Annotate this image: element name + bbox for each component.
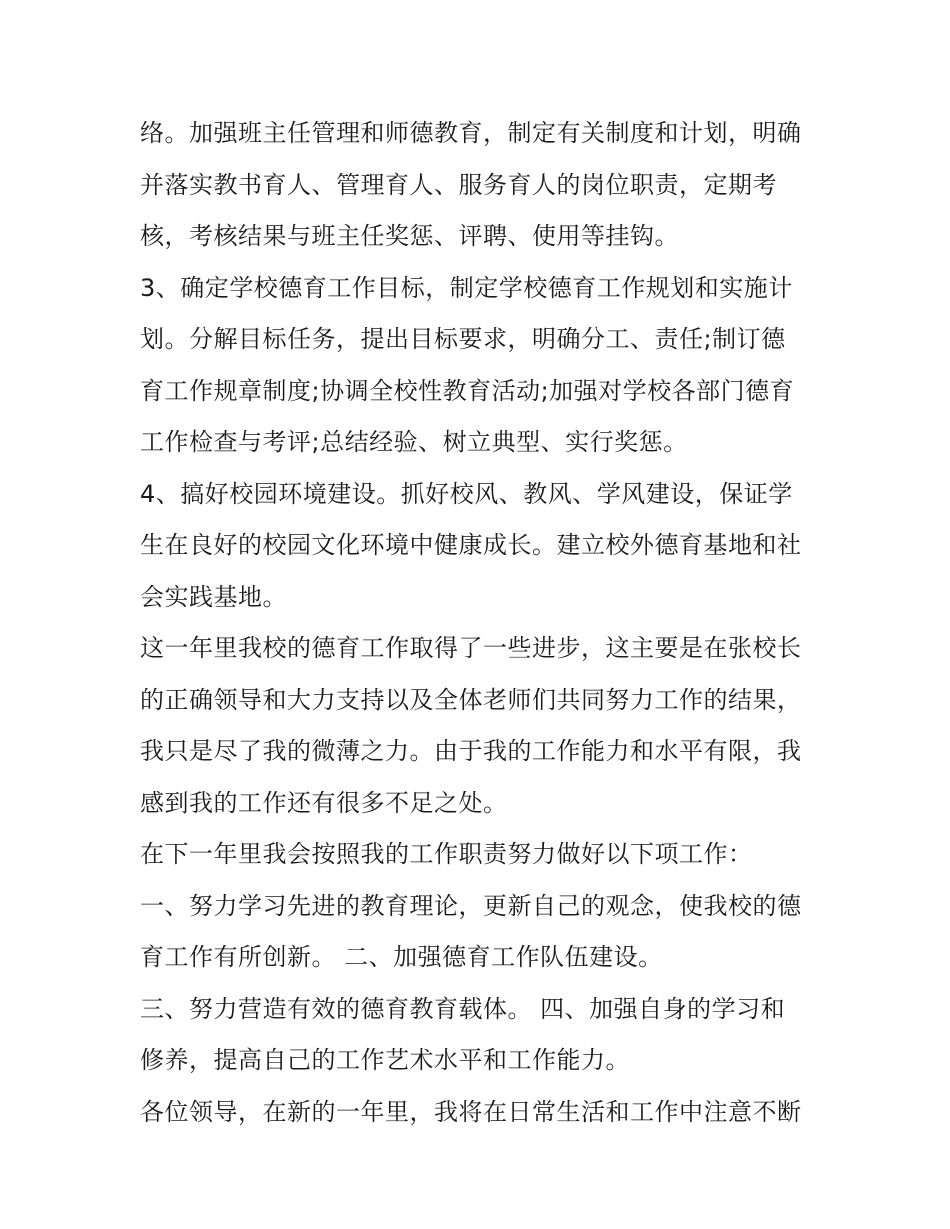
text-line: 在下一年里我会按照我的工作职责努力做好以下项工作：	[140, 840, 753, 868]
document-body	[140, 108, 820, 1138]
text-line: 育工作规章制度;协调全校性教育活动;加强对学校各部门德育	[140, 376, 795, 405]
text-line: 生在良好的校园文化环境中健康成长。建立校外德育基地和社	[140, 531, 802, 559]
text-line: 的正确领导和大力支持以及全体老师们共同努力工作的结果，	[140, 685, 802, 714]
text-line: 我只是尽了我的微薄之力。由于我的工作能力和水平有限，我	[140, 737, 802, 765]
text-line: 4、搞好校园环境建设。抓好校风、教风、学风建设，保证学	[140, 479, 793, 508]
text-line: 会实践基地。	[140, 582, 287, 611]
paragraph-5	[140, 829, 820, 881]
paragraph-3	[140, 469, 820, 624]
text-line: 核，考核结果与班主任奖惩、评聘、使用等挂钩。	[140, 222, 679, 250]
text-line: 这一年里我校的德育工作取得了一些进步，这主要是在张校长	[140, 634, 802, 662]
text-line: 育工作有所创新。 二、加强德育工作队伍建设。	[140, 943, 663, 971]
paragraph-4	[140, 623, 820, 829]
text-line: 3、确定学校德育工作目标，制定学校德育工作规划和实施计	[140, 273, 793, 302]
text-line: 一、努力学习先进的教育理论，更新自己的观念，使我校的德	[140, 891, 802, 920]
text-line: 工作检查与考评;总结经验、树立典型、实行奖惩。	[140, 428, 688, 456]
paragraph-2	[140, 263, 820, 469]
text-line: 并落实教书育人、管理育人、服务育人的岗位职责，定期考	[140, 170, 777, 199]
paragraph-8	[140, 1087, 820, 1139]
text-line: 划。分解目标任务，提出目标要求，明确分工、责任;制订德	[140, 325, 786, 353]
text-line: 络。加强班主任管理和师德教育，制定有关制度和计划，明确	[140, 119, 802, 147]
text-line: 修养，提高自己的工作艺术水平和工作能力。	[140, 1046, 630, 1074]
text-line: 感到我的工作还有很多不足之处。	[140, 788, 508, 817]
paragraph-6	[140, 881, 820, 984]
text-line: 各位领导，在新的一年里，我将在日常生活和工作中注意不断	[140, 1097, 802, 1126]
paragraph-1	[140, 108, 820, 263]
paragraph-7	[140, 984, 820, 1087]
text-line: 三、努力营造有效的德育教育载体。 四、加强自身的学习和	[140, 994, 786, 1023]
